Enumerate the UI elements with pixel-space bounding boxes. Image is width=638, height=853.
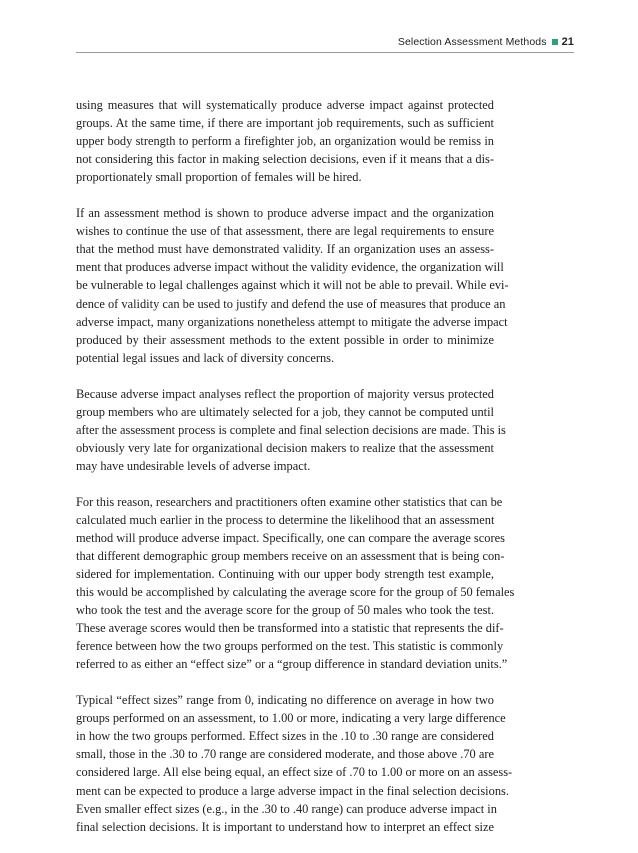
text-line: final selection decisions. It is important to understand how to interpret an effect size <box>76 819 494 834</box>
text-line: adverse impact, many organizations nonetheless attempt to mitigate the adverse impact <box>76 314 508 329</box>
square-bullet-icon <box>552 39 558 45</box>
text-line: using measures that will systematically produce adverse impact against protected <box>76 98 494 112</box>
text-line: groups performed on an assessment, to 1.00 or more, indicating a very large difference <box>76 711 506 726</box>
text-line: ment can be expected to produce a large adverse impact in the final selection decisions. <box>76 783 509 798</box>
text-line: in how the two groups performed. Effect sizes in the .10 to .30 range are considered <box>76 729 494 744</box>
paragraph <box>76 493 515 674</box>
text-line: Even smaller effect sizes (e.g., in the .30 to .40 range) can produce adverse impact in <box>76 801 497 816</box>
body-text <box>76 96 515 853</box>
text-line: obviously very late for organizational decision makers to realize that the assessment <box>76 440 494 455</box>
text-line: referred to as either an “effect size” or a “group difference in standard deviation units.” <box>76 657 508 672</box>
text-line: this would be accomplished by calculating the average score for the group of 50 females <box>76 585 515 600</box>
text-line: small, those in the .30 to .70 range are considered moderate, and those above .70 are <box>76 747 494 762</box>
text-line: group members who are ultimately selected for a job, they cannot be computed until <box>76 404 494 419</box>
page-number: 21 <box>561 36 574 48</box>
text-line: sidered for implementation. Continuing with our upper body strength test example, <box>76 566 494 581</box>
text-line: wishes to continue the use of that assessment, there are legal requirements to ensure <box>76 224 494 239</box>
text-line: proportionately small proportion of females will be hired. <box>76 170 362 185</box>
section-title: Selection Assessment Methods <box>397 36 547 48</box>
text-line: produced by their assessment methods to the extent possible in order to minimize <box>76 332 494 347</box>
text-line: These average scores would then be transformed into a statistic that represents the dif- <box>76 621 504 636</box>
text-line: Typical “effect sizes” range from 0, indicating no difference on average in how two <box>76 693 494 708</box>
text-line: calculated much earlier in the process to determine the likelihood that an assessment <box>76 512 495 527</box>
text-line: dence of validity can be used to justify and defend the use of measures that produce an <box>76 296 506 311</box>
text-line: upper body strength to perform a firefighter job, an organization would be remiss in <box>76 134 494 149</box>
text-line: potential legal issues and lack of diversity concerns. <box>76 350 335 365</box>
paragraph <box>76 204 509 367</box>
text-line: not considering this factor in making selection decisions, even if it means that a dis- <box>76 152 494 167</box>
text-line: be vulnerable to legal challenges against which it will not be able to prevail. While evi- <box>76 278 509 293</box>
header-rule <box>76 52 574 53</box>
text-line: ment that produces adverse impact without the validity evidence, the organization will <box>76 260 504 275</box>
text-line: that different demographic group members receive on an assessment that is being con- <box>76 548 505 563</box>
text-line: If an assessment method is shown to produce adverse impact and the organization <box>76 206 494 221</box>
paragraph <box>76 691 513 836</box>
text-line: considered large. All else being equal, an effect size of .70 to 1.00 or more on an assess- <box>76 765 513 780</box>
paragraph <box>76 385 506 475</box>
text-line: that the method must have demonstrated validity. If an organization uses an assess- <box>76 242 494 257</box>
text-line: groups. At the same time, if there are important job requirements, such as sufficient <box>76 116 494 131</box>
text-line: ference between how the two groups performed on the test. This statistic is commonly <box>76 639 504 654</box>
text-line: may have undesirable levels of adverse impact. <box>76 458 311 473</box>
text-line: after the assessment process is complete and final selection decisions are made. This is <box>76 422 506 437</box>
text-line: who took the test and the average score for the group of 50 males who took the test. <box>76 603 494 618</box>
text-line: For this reason, researchers and practitioners often examine other statistics that can be <box>76 494 503 509</box>
running-header <box>76 33 574 51</box>
text-line: Because adverse impact analyses reflect the proportion of majority versus protected <box>76 386 494 401</box>
text-line: method will produce adverse impact. Specifically, one can compare the average scores <box>76 530 505 545</box>
paragraph <box>76 96 494 186</box>
